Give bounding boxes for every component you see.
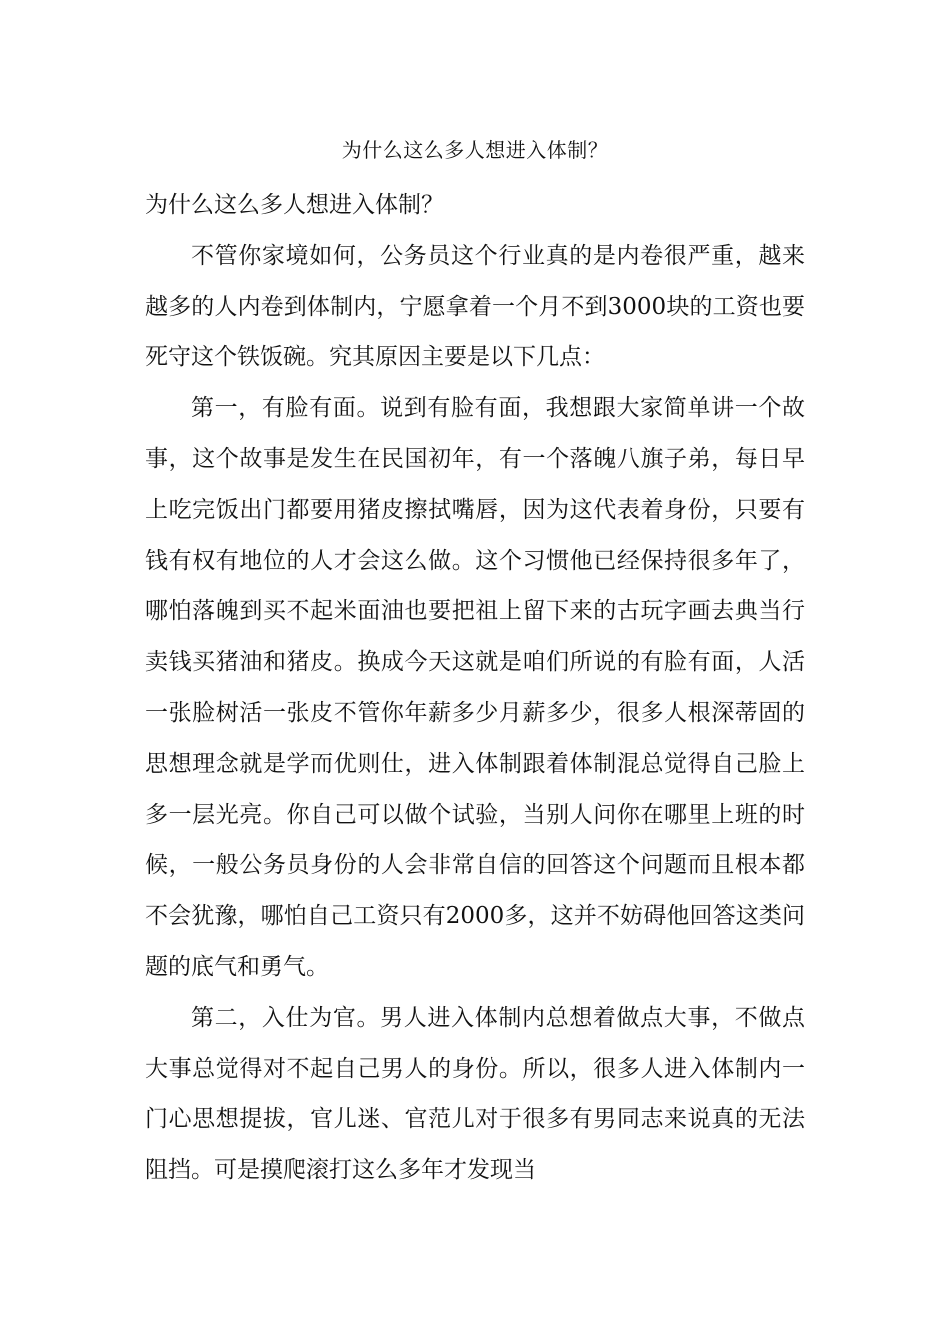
paragraph-intro: 不管你家境如何，公务员这个行业真的是内卷很严重，越来越多的人内卷到体制内，宁愿拿着一个月不到3000块的工资也要死守这个铁饭碗。究其原因主要是以下几点：	[145, 242, 805, 371]
document-body	[145, 180, 805, 1196]
paragraph-point-one: 第一，有脸有面。说到有脸有面，我想跟大家简单讲一个故事，这个故事是发生在民国初年，有一个落魄八旗子弟，每日早上吃完饭出门都要用猪皮擦拭嘴唇，因为这代表着身份，只要有钱有权有地位的人才会这么做。这个习惯他已经保持很多年了，哪怕落魄到买不起米面油也要把祖上留下来的古玩字画去典当行卖钱买猪油和猪皮。换成今天这就是咱们所说的有脸有面，人活一张脸树活一张皮不管你年薪多少月薪多少，很多人根深蒂固的思想理念就是学而优则仕，进入体制跟着体制混总觉得自己脸上多一层光亮。你自己可以做个试验，当别人问你在哪里上班的时候，一般公务员身份的人会非常自信的回答这个问题而且根本都不会犹豫，哪怕自己工资只有2000多，这并不妨碍他回答这类问题的底气和勇气。	[145, 395, 805, 980]
document-heading: 为什么这么多人想进入体制？	[145, 192, 444, 218]
document-title: 为什么这么多人想进入体制？	[341, 138, 609, 162]
paragraph-point-two: 第二，入仕为官。男人进入体制内总想着做点大事，不做点大事总觉得对不起自己男人的身份。所以，很多人进入体制内一门心思想提拔，官儿迷、官范儿对于很多有男同志来说真的无法阻挡。可是摸爬滚打这么多年才发现当	[145, 1004, 805, 1184]
